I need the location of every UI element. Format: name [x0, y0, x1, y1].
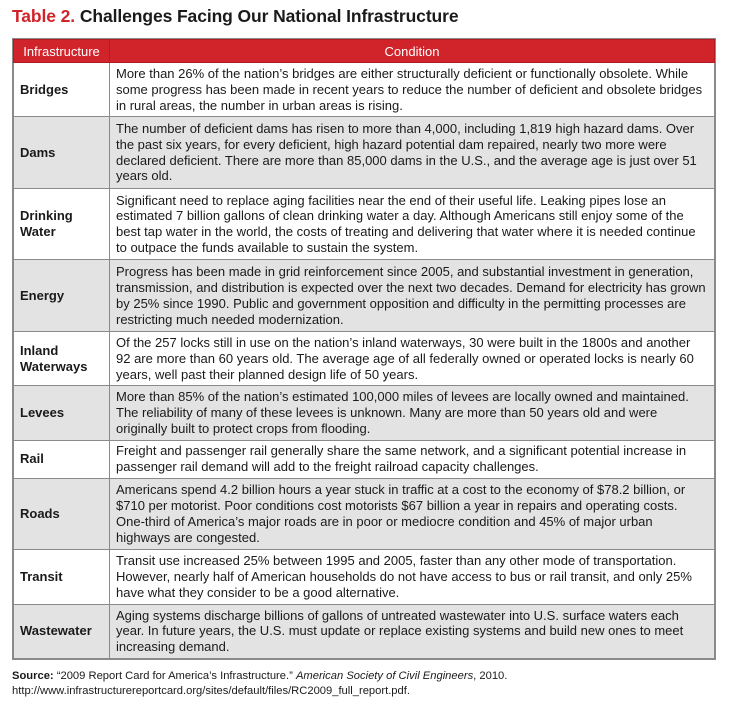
column-header-condition: Condition	[110, 40, 715, 63]
row-condition: More than 26% of the nation’s bridges are either structurally deficient or functionally obsolete. While some progress has been made in recent years to reduce the number of deficient and obsolete bridges in rural areas, the number in urban areas is rising.	[110, 63, 715, 117]
row-name: Rail	[14, 440, 110, 478]
row-name: Energy	[14, 260, 110, 332]
table-number: Table 2.	[12, 6, 76, 26]
table-row	[14, 440, 715, 478]
column-header-infrastructure: Infrastructure	[14, 40, 110, 63]
row-condition: Of the 257 locks still in use on the nation’s inland waterways, 30 were built in the 1800s and another 92 are more than 60 years old. The average age of all federally owned or operated locks is nearly 60 years, well past their planned design life of 50 years.	[110, 332, 715, 386]
row-name: Bridges	[14, 63, 110, 117]
row-condition: Americans spend 4.2 billion hours a year stuck in traffic at a cost to the economy of $78.2 billion, or $710 per motorist. Poor conditions cost motorists $67 billion a year in repairs and operating costs. One-third of America’s major roads are in poor or mediocre condition and 45% of major urban highways are congested.	[110, 478, 715, 550]
row-condition: Aging systems discharge billions of gallons of untreated wastewater into U.S. surface waters each year. In future years, the U.S. must update or replace existing systems and build new ones to meet increasing demand.	[110, 604, 715, 658]
table-title-text: Challenges Facing Our National Infrastructure	[79, 6, 459, 26]
row-name: Drinking Water	[14, 188, 110, 260]
row-condition: Freight and passenger rail generally share the same network, and a significant potential increase in passenger rail demand will add to the freight railroad capacity challenges.	[110, 440, 715, 478]
row-condition: More than 85% of the nation’s estimated 100,000 miles of levees are locally owned and maintained. The reliability of many of these levees is unknown. Many are more than 50 years old and were originally built to protect crops from flooding.	[110, 386, 715, 440]
row-condition: Significant need to replace aging facilities near the end of their useful life. Leaking pipes lose an estimated 7 billion gallons of clean drinking water a day. Although Americans still enjoy some of the best tap water in the world, the costs of treating and delivering that water where it is needed continue to outpace the funds available to sustain the system.	[110, 188, 715, 260]
row-name: Roads	[14, 478, 110, 550]
table-row	[14, 478, 715, 550]
source-label: Source:	[12, 670, 54, 682]
table-row	[14, 386, 715, 440]
source-note	[12, 669, 732, 699]
row-name: Transit	[14, 550, 110, 604]
table-row	[14, 550, 715, 604]
source-text-before: “2009 Report Card for America’s Infrastructure.”	[56, 670, 293, 682]
table-row	[14, 188, 715, 260]
row-condition: Progress has been made in grid reinforcement since 2005, and substantial investment in generation, transmission, and distribution is expected over the next two decades. Demand for electricity has grown by 25% since 1990. Public and government opposition and difficulty in the permitting processes are restricting much needed modernization.	[110, 260, 715, 332]
row-condition: Transit use increased 25% between 1995 and 2005, faster than any other mode of transportation. However, nearly half of American households do not have access to bus or rail transit, and only 25% have what they consider to be a good alternative.	[110, 550, 715, 604]
row-name: Inland Waterways	[14, 332, 110, 386]
table-row	[14, 117, 715, 189]
row-name: Dams	[14, 117, 110, 189]
row-name: Wastewater	[14, 604, 110, 658]
row-condition: The number of deficient dams has risen to more than 4,000, including 1,819 high hazard dams. Over the past six years, for every deficient, high hazard potential dam repaired, nearly two more were declared deficient. There are more than 85,000 dams in the U.S., and the average age is just over 51 years old.	[110, 117, 715, 189]
table-row	[14, 260, 715, 332]
infrastructure-table	[12, 38, 716, 660]
header-row	[14, 40, 715, 63]
source-publisher: American Society of Civil Engineers	[295, 670, 474, 682]
table-title	[12, 6, 458, 27]
table-row	[14, 604, 715, 658]
source-text-after: , 2010. http://www.infrastructurereportcard.org/sites/default/files/RC2009_full_report.pdf.	[12, 670, 508, 697]
table-row	[14, 332, 715, 386]
row-name: Levees	[14, 386, 110, 440]
table-row	[14, 63, 715, 117]
